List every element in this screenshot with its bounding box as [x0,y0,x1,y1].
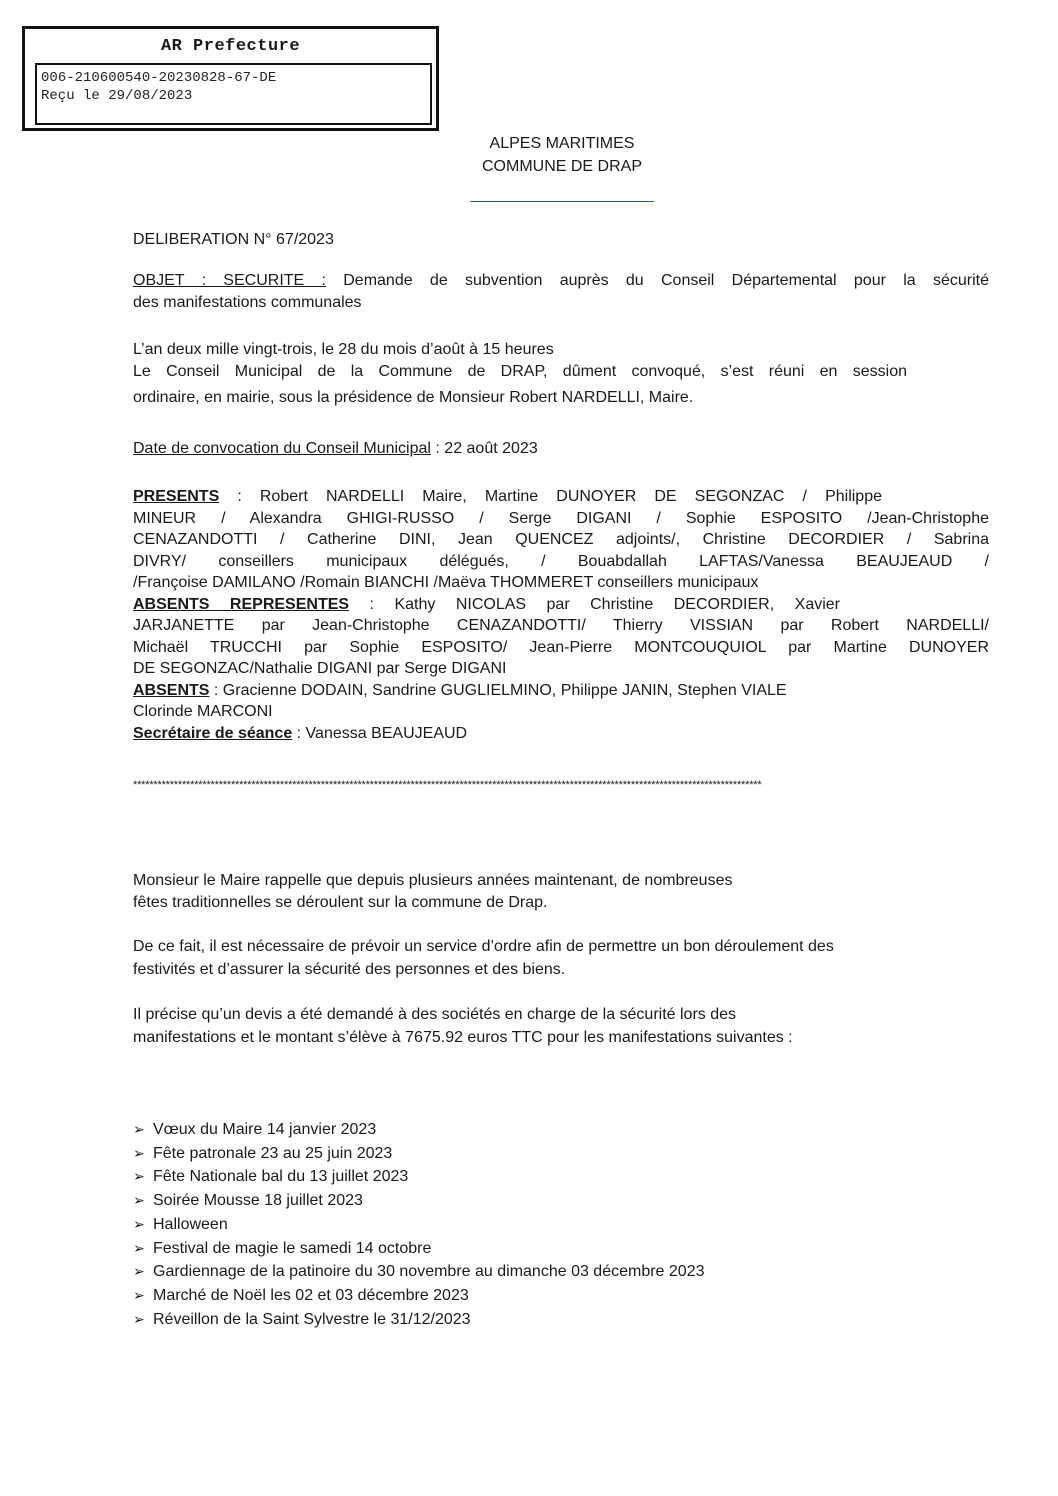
manifestation-item [133,1237,705,1261]
paragraph-2-line-1: De ce fait, il est nécessaire de prévoir un service d’ordre afin de permettre un bon déroulement des [133,938,834,955]
presents-label: PRESENTS [133,488,220,505]
session-line-2: Le Conseil Municipal de la Commune de DRAP, dûment convoqué, s’est réuni en session [133,363,907,380]
manifestations-list [133,1118,705,1331]
arrow-bullet-icon: ➢ [133,1144,145,1161]
manifestation-item [133,1284,705,1308]
objet-line-2: des manifestations communales [133,293,362,311]
manifestation-item [133,1308,705,1332]
manifestation-label: Fête patronale 23 au 25 juin 2023 [153,1144,393,1162]
arrow-bullet-icon: ➢ [133,1121,145,1137]
arrow-bullet-icon: ➢ [133,1310,145,1327]
arrow-bullet-icon: ➢ [133,1239,145,1256]
paragraph-3-line-2: manifestations et le montant s’élève à 7675.92 euros TTC pour les manifestations suivantes : [133,1029,793,1046]
presents-line-4: DIVRY/ conseillers municipaux délégués, / Bouabdallah LAFTAS/Vanessa BEAUJEAUD / [133,552,989,570]
objet-line-1: Demande de subvention auprès du Conseil Départemental pour la sécurité [325,272,989,289]
convocation-value: : 22 août 2023 [430,440,538,457]
ar-prefecture-stamp [22,26,439,131]
session-paragraph [133,361,907,409]
commune-heading: COMMUNE DE DRAP [481,158,642,175]
arrow-bullet-icon: ➢ [133,1215,145,1232]
session-line-1: L’an deux mille vingt-trois, le 28 du mois d’août à 15 heures [133,341,554,358]
department-heading: ALPES MARITIMES [489,135,635,152]
manifestation-item [133,1189,705,1213]
absents-representes-label: ABSENTS REPRESENTES [133,595,350,613]
stamp-inner-box [35,63,432,125]
arrow-bullet-icon: ➢ [133,1263,145,1280]
objet-paragraph [133,270,989,313]
secretaire-label: Secrétaire de séance [133,724,293,742]
arrow-bullet-icon: ➢ [133,1192,145,1209]
paragraph-1-line-2: fêtes traditionnelles se déroulent sur la commune de Drap. [133,894,548,911]
paragraph-2-line-2: festivités et d’assurer la sécurité des personnes et des biens. [133,961,566,978]
presents-line-5: /Françoise DAMILANO /Romain BIANCHI /Maëva THOMMERET conseillers municipaux [133,574,759,591]
stamp-received-date: Reçu le 29/08/2023 [41,88,193,104]
absents-label: ABSENTS [133,681,210,699]
arrow-bullet-icon: ➢ [133,1168,145,1185]
absents-representes-line-4: DE SEGONZAC/Nathalie DIGANI par Serge DIGANI [133,660,507,677]
absents-representes-line-3: Michaël TRUCCHI par Sophie ESPOSITO/ Jean-Pierre MONTCOUQUIOL par Martine DUNOYER [133,638,989,656]
session-line-3: ordinaire, en mairie, sous la présidence de Monsieur Robert NARDELLI, Maire. [133,389,694,406]
absents-representes-line-2: JARJANETTE par Jean-Christophe CENAZANDOTTI/ Thierry VISSIAN par Robert NARDELLI/ [133,617,989,634]
arrow-bullet-icon: ➢ [133,1286,145,1303]
convocation-label: Date de convocation du Conseil Municipal [133,440,431,457]
manifestation-item [133,1260,705,1284]
manifestation-item [133,1165,705,1189]
presents-line-1: PRESENTS : Robert NARDELLI Maire, Martine DUNOYER DE SEGONZAC / Philippe [133,488,882,505]
manifestation-label: Réveillon de la Saint Sylvestre le 31/12/2023 [153,1310,471,1328]
attendance-block [133,486,989,744]
convocation-date [133,438,538,459]
secretaire-value: : Vanessa BEAUJEAUD [292,724,468,742]
manifestation-label: Marché de Noël les 02 et 03 décembre 2023 [153,1286,469,1304]
manifestation-label: Festival de magie le samedi 14 octobre [153,1239,432,1257]
paragraph-1-line-1: Monsieur le Maire rappelle que depuis plusieurs années maintenant, de nombreuses [133,872,733,889]
absents-representes-line-1: ABSENTS REPRESENTES : Kathy NICOLAS par Christine DECORDIER, Xavier [133,595,840,613]
manifestation-item [133,1213,705,1237]
manifestation-label: Fête Nationale bal du 13 juillet 2023 [153,1168,409,1186]
manifestation-label: Vœux du Maire 14 janvier 2023 [153,1121,377,1138]
absents-line-1: ABSENTS : Gracienne DODAIN, Sandrine GUGLIELMINO, Philippe JANIN, Stephen VIALE [133,681,787,699]
objet-label: OBJET : SECURITE : [133,272,326,289]
manifestation-label: Soirée Mousse 18 juillet 2023 [153,1192,363,1210]
absents-line-2: Clorinde MARCONI [133,703,273,720]
paragraph-3-line-1: Il précise qu’un devis a été demandé à des sociétés en charge de la sécurité lors des [133,1006,737,1023]
manifestation-item [133,1118,705,1142]
manifestation-label: Gardiennage de la patinoire du 30 novembre au dimanche 03 décembre 2023 [153,1263,705,1281]
secretaire-line [133,723,989,745]
separator-line: ********************************************************************************************************************************************************** [133,779,762,791]
presents-line-3: CENAZANDOTTI / Catherine DINI, Jean QUENCEZ adjoints/, Christine DECORDIER / Sabrina [133,531,989,548]
stamp-reference: 006-210600540-20230828-67-DE [41,70,277,86]
stamp-title: AR Prefecture [160,37,301,56]
header-divider [470,201,654,202]
manifestation-item [133,1142,705,1166]
deliberation-number: DELIBERATION N° 67/2023 [133,231,334,248]
presents-line-2: MINEUR / Alexandra GHIGI-RUSSO / Serge DIGANI / Sophie ESPOSITO /Jean-Christophe [133,509,989,527]
manifestation-label: Halloween [153,1215,228,1233]
